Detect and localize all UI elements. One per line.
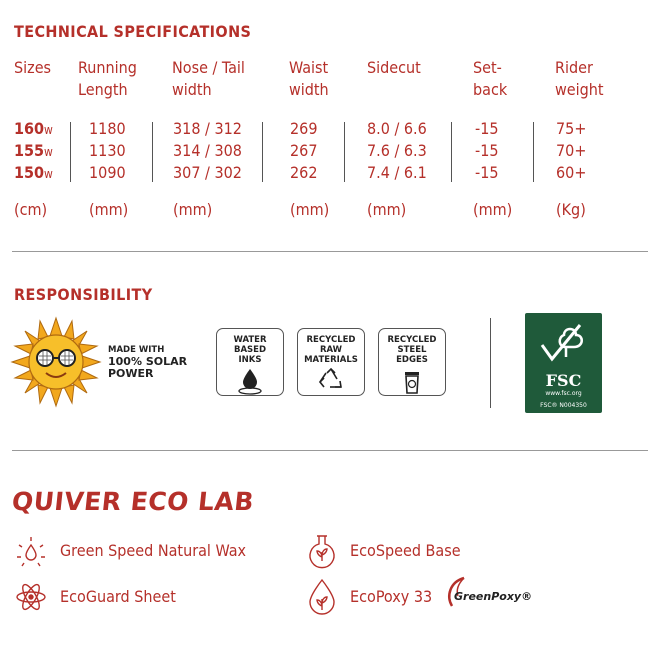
waist-value: 269	[290, 119, 318, 138]
header-sidecut: Sidecut	[367, 58, 421, 77]
fsc-code: FSC® N004350	[540, 402, 587, 409]
nose-tail-value: 314 / 308	[173, 141, 242, 160]
divider	[344, 122, 345, 182]
divider	[152, 122, 153, 182]
greenpoxy-logo	[444, 576, 534, 616]
length-value: 1130	[89, 141, 126, 160]
size-value: 160	[14, 119, 45, 138]
badge-water-based-inks: WATER BASED INKS	[216, 328, 284, 396]
eco-item-ecopoxy-33: EcoPoxy 33	[350, 587, 433, 606]
recycle-bin-icon	[397, 367, 427, 395]
recycle-icon	[316, 367, 346, 395]
eco-lab-title: QUIVER ECO LAB	[10, 487, 256, 516]
rider-value: 75+	[556, 119, 587, 138]
header-waist-width: Waist width	[289, 58, 329, 99]
eco-item-ecoguard-sheet: EcoGuard Sheet	[60, 587, 176, 606]
unit-sidecut: (mm)	[367, 200, 407, 219]
setback-value: -15	[475, 119, 499, 138]
setback-value: -15	[475, 163, 499, 182]
greenpoxy-wordmark: GreenPoxy®	[454, 590, 533, 603]
rider-value: 70+	[556, 141, 587, 160]
divider	[262, 122, 263, 182]
atom-icon	[14, 580, 48, 618]
sidecut-value: 7.4 / 6.1	[367, 163, 427, 182]
unit-nose-tail: (mm)	[173, 200, 213, 219]
drop-leaf-icon	[306, 578, 338, 620]
water-drop-icon	[235, 367, 265, 395]
nose-tail-value: 307 / 302	[173, 163, 242, 182]
waist-value: 267	[290, 141, 318, 160]
badge-recycled-raw-materials: RECYCLED RAW MATERIALS	[297, 328, 365, 396]
tech-title: TECHNICAL SPECIFICATIONS	[14, 22, 252, 41]
nose-tail-value: 318 / 312	[173, 119, 242, 138]
length-value: 1180	[89, 119, 126, 138]
header-nose-tail-width: Nose / Tail width	[172, 58, 245, 99]
unit-length: (mm)	[89, 200, 129, 219]
fsc-wordmark: FSC	[545, 371, 582, 390]
length-value: 1090	[89, 163, 126, 182]
header-sizes: Sizes	[14, 58, 52, 77]
eco-item-green-speed-wax: Green Speed Natural Wax	[60, 541, 247, 560]
size-value: 150	[14, 163, 45, 182]
section-divider	[12, 450, 648, 451]
divider	[451, 122, 452, 182]
responsibility-title: RESPONSIBILITY	[14, 285, 153, 304]
size-suffix: w	[44, 167, 53, 181]
unit-waist: (mm)	[290, 200, 330, 219]
unit-rider: (Kg)	[556, 200, 586, 219]
unit-setback: (mm)	[473, 200, 513, 219]
size-suffix: w	[44, 145, 53, 159]
fsc-url: www.fsc.org	[545, 390, 582, 397]
section-divider	[12, 251, 648, 252]
fsc-logo	[525, 313, 602, 413]
divider	[70, 122, 71, 182]
flask-leaf-icon	[305, 533, 339, 573]
size-suffix: w	[44, 123, 53, 137]
setback-value: -15	[475, 141, 499, 160]
sidecut-value: 7.6 / 6.3	[367, 141, 427, 160]
size-value: 155	[14, 141, 45, 160]
sidecut-value: 8.0 / 6.6	[367, 119, 427, 138]
header-rider-weight: Rider weight	[555, 58, 604, 99]
waist-value: 262	[290, 163, 318, 182]
divider	[533, 122, 534, 182]
sun-icon	[10, 316, 102, 408]
badge-recycled-steel-edges: RECYCLED STEEL EDGES	[378, 328, 446, 396]
eco-item-ecospeed-base: EcoSpeed Base	[350, 541, 461, 560]
divider	[490, 318, 491, 408]
header-running-length: Running Length	[78, 58, 137, 99]
solar-power-label: MADE WITH 100% SOLAR POWER	[108, 345, 188, 380]
rider-value: 60+	[556, 163, 587, 182]
sparkle-drop-icon	[14, 535, 48, 573]
unit-sizes: (cm)	[14, 200, 48, 219]
header-setback: Set- back	[473, 58, 508, 99]
tree-check-icon	[536, 319, 592, 367]
